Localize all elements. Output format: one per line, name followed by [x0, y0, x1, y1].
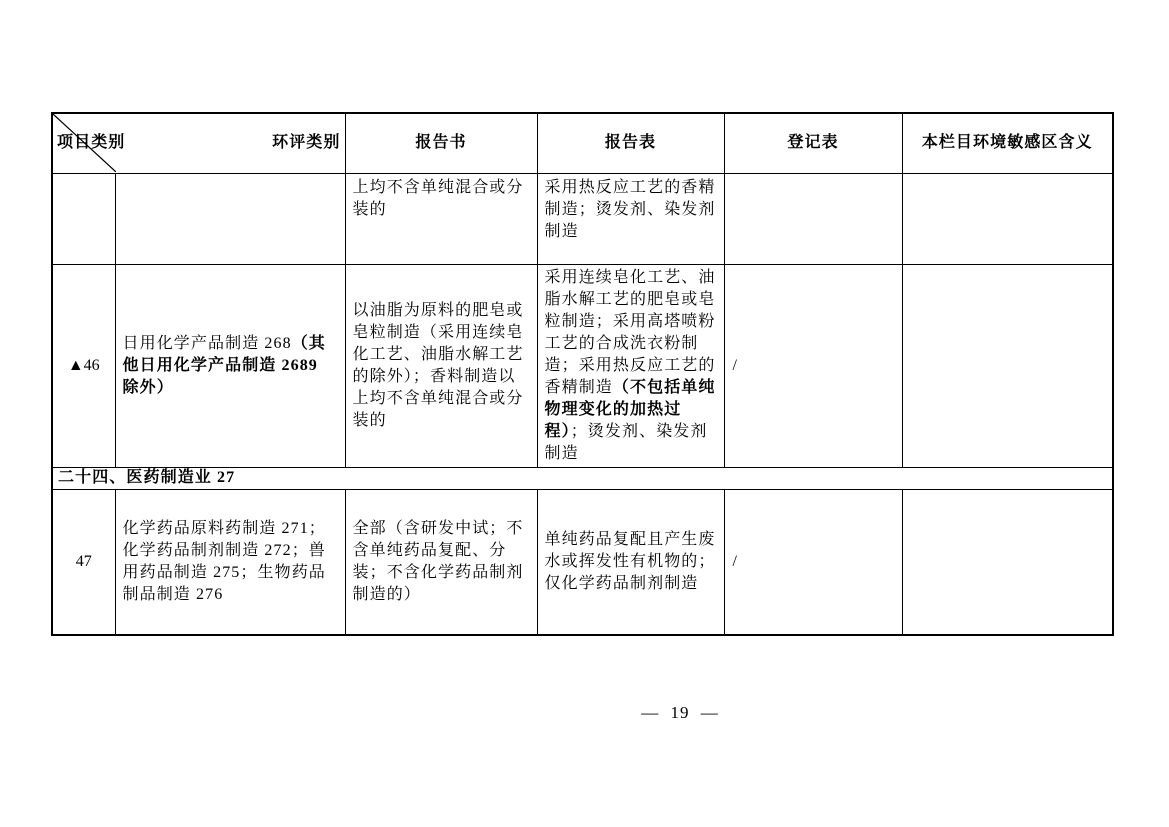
- table-row-47: [52, 489, 1113, 635]
- cell-46-report-form: 采用连续皂化工艺、油脂水解工艺的肥皂或皂粒制造；采用高塔喷粉工艺的合成洗衣粉制造；采用热反应工艺的香精制造（不包括单纯物理变化的加热过程）；烫发剂、染发剂制造: [537, 264, 724, 467]
- cell-47-report-form: 单纯药品复配且产生废水或挥发性有机物的；仅化学药品制剂制造: [537, 489, 724, 635]
- cell-46-registration: /: [724, 264, 902, 467]
- header-sensitive-area: 本栏目环境敏感区含义: [902, 113, 1113, 173]
- cell-47-report-book: 全部（含研发中试；不含单纯药品复配、分装；不含化学药品制剂制造的）: [345, 489, 537, 635]
- table-row-continuation: [52, 173, 1113, 264]
- cell-47-category: 化学药品原料药制造 271；化学药品制剂制造 272；兽用药品制造 275；生物药品制品制造 276: [115, 489, 345, 635]
- cell-cont-category: [115, 173, 345, 264]
- table-row-section-24: [52, 467, 1113, 489]
- cell-47-registration: /: [724, 489, 902, 635]
- cell-46-category: 日用化学产品制造 268（其他日用化学产品制造 2689 除外）: [115, 264, 345, 467]
- header-registration-form: 登记表: [724, 113, 902, 173]
- cell-46-sensitive: [902, 264, 1113, 467]
- cell-47-sensitive: [902, 489, 1113, 635]
- cell-cont-id: [52, 173, 115, 264]
- table-header-row: [52, 113, 1113, 173]
- cell-cont-sensitive: [902, 173, 1113, 264]
- header-report-book: 报告书: [345, 113, 537, 173]
- header-report-form: 报告表: [537, 113, 724, 173]
- table-row-46: [52, 264, 1113, 467]
- header-corner-cell: [52, 113, 345, 173]
- cell-46-id: ▲46: [52, 264, 115, 467]
- cell-cont-report-form: 采用热反应工艺的香精制造；烫发剂、染发剂制造: [537, 173, 724, 264]
- eia-category-table: [51, 112, 1114, 636]
- header-eia-category: 环评类别: [272, 134, 341, 152]
- cell-47-id: 47: [52, 489, 115, 635]
- page-number: — 19 —: [641, 703, 719, 722]
- cell-cont-report-book: 上均不含单纯混合或分装的: [345, 173, 537, 264]
- cell-cont-registration: [724, 173, 902, 264]
- header-project-category: 项目类别: [57, 134, 126, 152]
- cell-46-report-book: 以油脂为原料的肥皂或皂粒制造（采用连续皂化工艺、油脂水解工艺的除外）；香料制造以上均不含单纯混合或分装的: [345, 264, 537, 467]
- diagonal-divider-line: [53, 114, 116, 172]
- section-heading-pharma: 二十四、医药制造业 27: [52, 467, 1113, 489]
